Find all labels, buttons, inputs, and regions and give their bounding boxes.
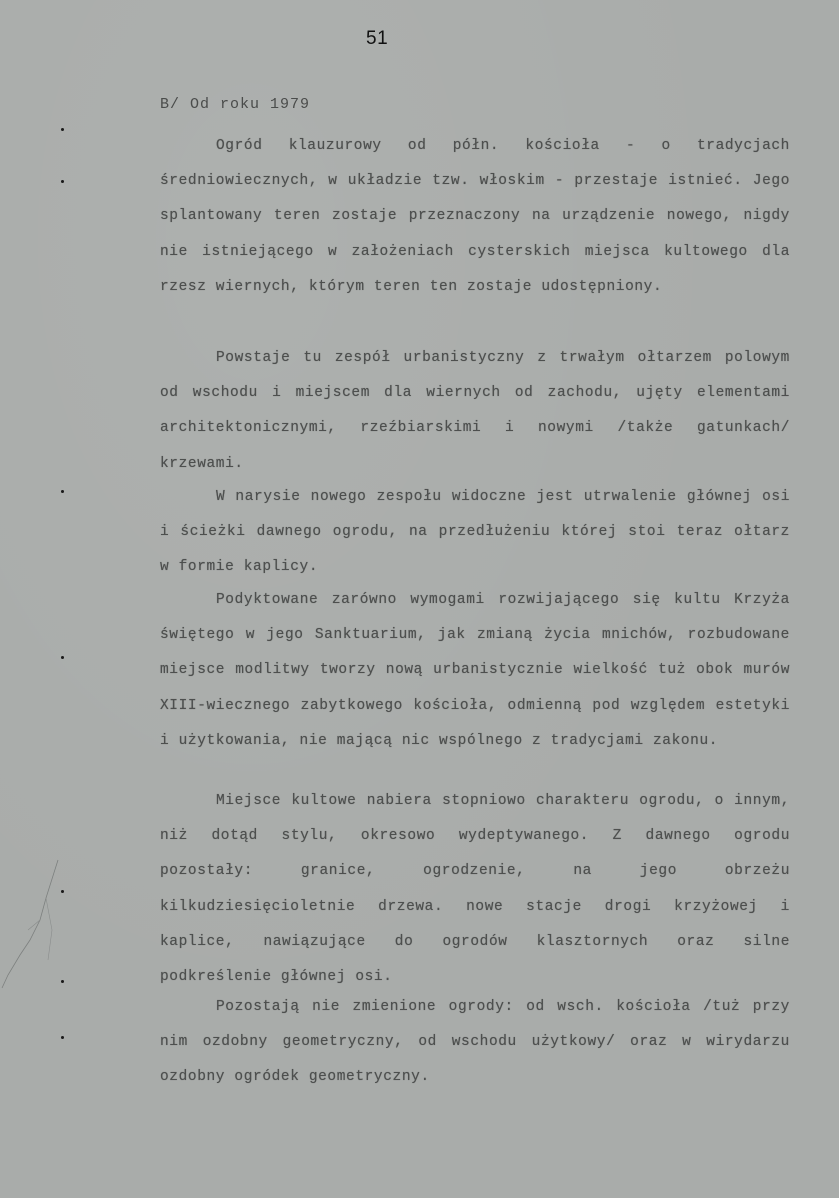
paragraph-3: W narysie nowego zespołu widoczne jest utrwalenie głównej osi i ścieżki dawnego ogrodu, na przedłużeniu której stoi teraz ołtarz w formie kaplicy. (160, 489, 790, 576)
paragraph-5: Miejsce kultowe nabiera stopniowo charakteru ogrodu, o innym, niż dotąd stylu, okresowo wydeptywanego. Z dawnego ogrodu pozostały: granice, ogrodzenie, na jego obrzeżu kilkudziesięcioletnie drzewa. nowe stacje drogi krzyżowej i kaplice, nawiązujące do ogrodów klasztornych oraz silne podkreślenie głównej osi. (160, 793, 790, 986)
section-heading: B/ Od roku 1979 (160, 96, 311, 113)
punch-hole (61, 128, 64, 131)
paragraph-6: Pozostają nie zmienione ogrody: od wsch. kościoła /tuż przy nim ozdobny geometryczny, od wschodu użytkowy/ oraz w wirydarzu ozdobny ogródek geometryczny. (160, 999, 790, 1086)
paragraph-4: Podyktowane zarówno wymogami rozwijającego się kultu Krzyża świętego w jego Sanktuarium, jak zmianą życia mnichów, rozbudowane miejsce modlitwy tworzy nową urbanistycznie wielkość tuż obok murów XIII-wiecznego zabytkowego kościoła, odmienną pod względem estetyki i użytkowania, nie mającą nic wspólnego z tradycjami zakonu. (160, 592, 790, 749)
paragraph-2: Powstaje tu zespół urbanistyczny z trwałym ołtarzem polowym od wschodu i miejscem dla wiernych od zachodu, ujęty elementami architektonicznymi, rzeźbiarskimi i nowymi /także gatunkach/ krzewami. (160, 350, 790, 472)
punch-hole (61, 656, 64, 659)
paragraph-1: Ogród klauzurowy od półn. kościoła - o tradycjach średniowiecznych, w układzie tzw. włoskim - przestaje istnieć. Jego splantowany teren zostaje przeznaczony na urządzenie nowego, nigdy nie istniejącego w założeniach cysterskich miejsca kultowego dla rzesz wiernych, którym teren ten zostaje udostępniony. (160, 138, 790, 295)
punch-hole (61, 180, 64, 183)
punch-hole (61, 1036, 64, 1039)
page-number: 51 (366, 28, 389, 49)
paper-crease-mark (0, 860, 70, 990)
punch-hole (61, 490, 64, 493)
